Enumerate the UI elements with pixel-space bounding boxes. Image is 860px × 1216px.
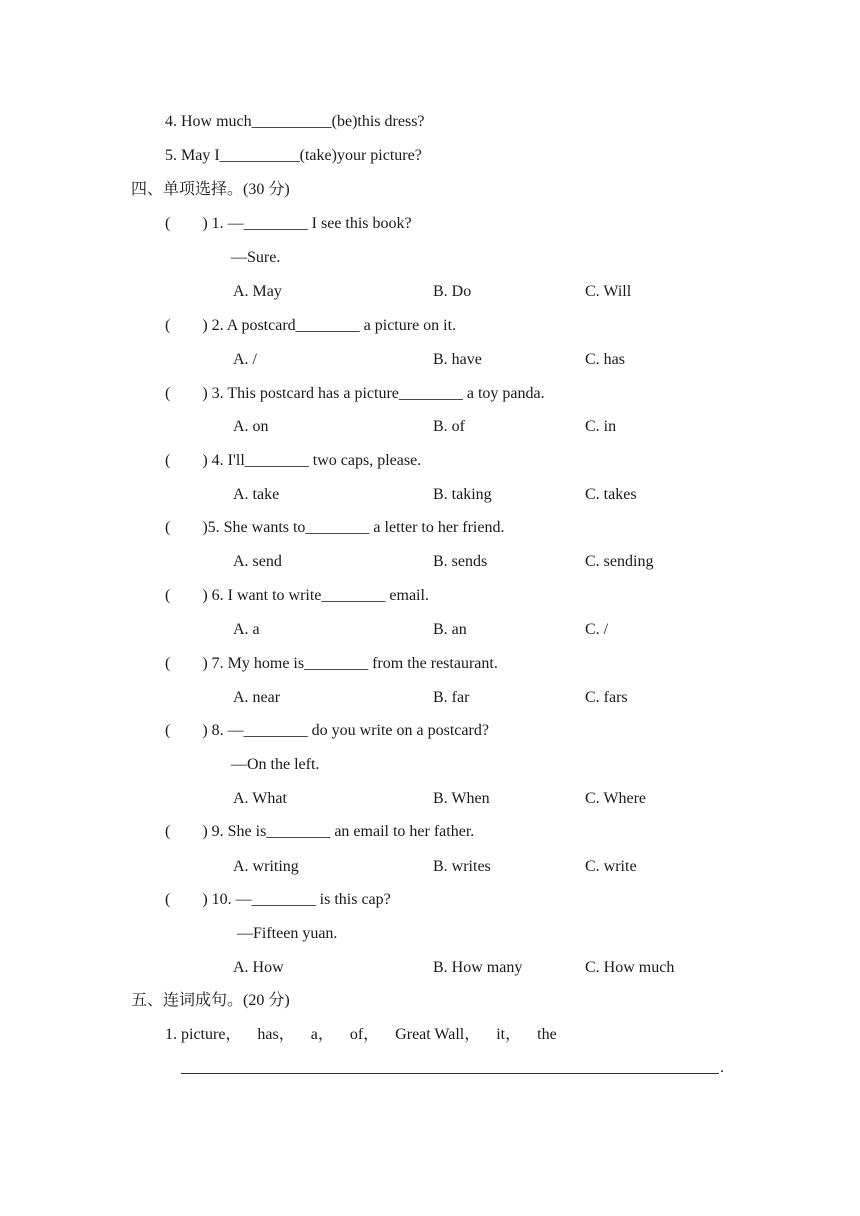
option-a: A. What — [233, 790, 287, 807]
question-stem: ( ) 4. I'll________ two caps, please. — [165, 452, 422, 469]
option-b: B. of — [433, 418, 465, 435]
question-stem: ( ) 1. —________ I see this book? — [165, 215, 412, 232]
question-reply: —Sure. — [231, 249, 281, 266]
option-b: B. writes — [433, 858, 491, 875]
option-c: C. has — [585, 351, 625, 368]
option-a: A. take — [233, 486, 280, 503]
option-c: C. Where — [585, 790, 647, 807]
option-b: B. an — [433, 621, 467, 638]
option-b: B. have — [433, 351, 482, 368]
section-heading-single-choice: 四、单项选择。(30 分) — [131, 181, 290, 198]
question-reply: —Fifteen yuan. — [233, 925, 338, 942]
question-stem: ( ) 8. —________ do you write on a postcard? — [165, 722, 489, 739]
option-b: B. When — [433, 790, 490, 807]
answer-line — [181, 1073, 719, 1074]
fill-item-5: 5. May I__________(take)your picture? — [165, 147, 422, 164]
fill-item-4: 4. How much__________(be)this dress? — [165, 113, 425, 130]
option-a: A. May — [233, 283, 282, 300]
question-stem: ( )5. She wants to________ a letter to her friend. — [165, 519, 505, 536]
option-b: B. sends — [433, 553, 488, 570]
option-b: B. Do — [433, 283, 472, 300]
option-a: A. writing — [233, 858, 299, 875]
option-c: C. fars — [585, 689, 628, 706]
option-a: A. send — [233, 553, 282, 570]
question-stem: ( ) 2. A postcard________ a picture on it. — [165, 317, 457, 334]
question-stem: ( ) 6. I want to write________ email. — [165, 587, 429, 604]
option-a: A. a — [233, 621, 260, 638]
word-order-item-1: 1. picture， has， a， of， Great Wall， it， the — [165, 1026, 557, 1043]
option-c: C. sending — [585, 553, 654, 570]
option-a: A. / — [233, 351, 257, 368]
question-stem: ( ) 10. —________ is this cap? — [165, 891, 391, 908]
option-a: A. near — [233, 689, 281, 706]
option-b: B. taking — [433, 486, 492, 503]
question-stem: ( ) 7. My home is________ from the restaurant. — [165, 655, 498, 672]
option-c: C. takes — [585, 486, 637, 503]
option-a: A. How — [233, 959, 284, 976]
option-c: C. Will — [585, 283, 632, 300]
option-c: C. in — [585, 418, 617, 435]
question-reply: —On the left. — [231, 756, 320, 773]
option-a: A. on — [233, 418, 269, 435]
option-b: B. far — [433, 689, 470, 706]
option-c: C. / — [585, 621, 609, 638]
option-c: C. How much — [585, 959, 675, 976]
question-stem: ( ) 9. She is________ an email to her father. — [165, 823, 475, 840]
question-stem: ( ) 3. This postcard has a picture________ a toy panda. — [165, 385, 545, 402]
section-heading-word-order: 五、连词成句。(20 分) — [131, 992, 290, 1009]
option-c: C. write — [585, 858, 637, 875]
option-b: B. How many — [433, 959, 523, 976]
answer-line-end-mark: . — [720, 1059, 724, 1076]
